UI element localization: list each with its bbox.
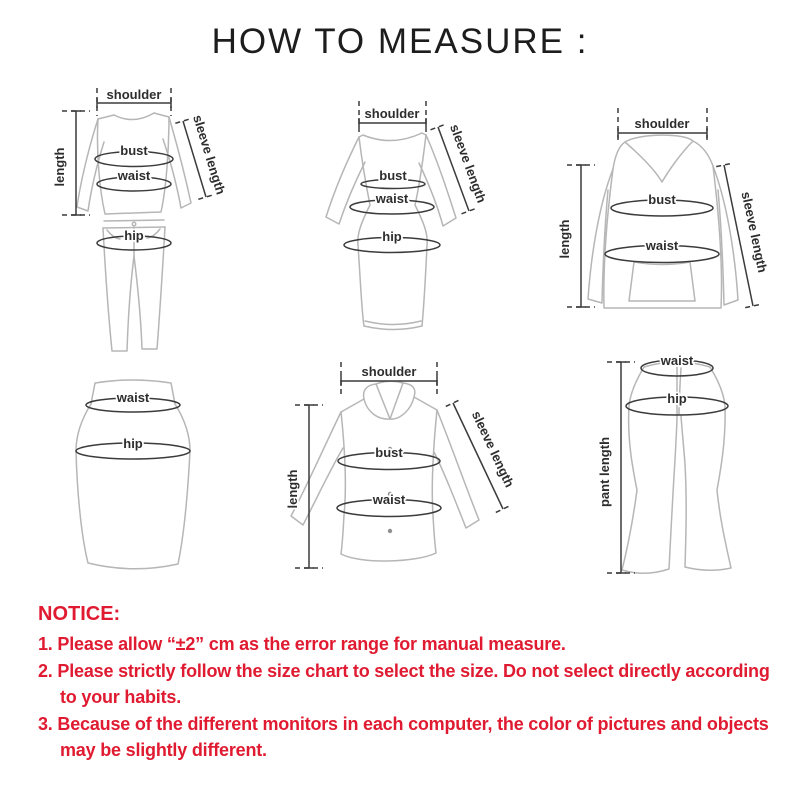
waist-label: waist: [645, 238, 679, 253]
waist-label: waist: [117, 168, 151, 183]
top-and-pants-measure-marks: [52, 87, 229, 250]
bust-label: bust: [648, 192, 676, 207]
bust-label: bust: [120, 143, 148, 158]
notice-heading: NOTICE:: [38, 603, 121, 625]
waist-label: waist: [660, 353, 694, 368]
notice-item-2: 2. Please strictly follow the size chart to select the size. Do not select directly according to your habits.: [38, 661, 770, 707]
pant-length-label: pant length: [597, 436, 612, 508]
hoodie-measure-marks: [557, 108, 770, 308]
garment-dress-diagram: [295, 90, 515, 355]
skirt-measure-marks: [76, 390, 190, 459]
shoulder-label: shoulder: [361, 364, 417, 379]
sleeve-length-label: sleeve length: [468, 408, 518, 490]
garment-top-and-pants-diagram: [50, 80, 260, 365]
shirt-measure-marks: [285, 362, 517, 568]
waist-label: waist: [372, 492, 406, 507]
page-title: HOW TO MEASURE :: [211, 22, 589, 61]
bust-label: bust: [379, 168, 407, 183]
sleeve-length-label: sleeve length: [190, 113, 229, 197]
bust-label: bust: [375, 445, 403, 460]
pants-measure-marks: [597, 353, 728, 573]
hip-label: hip: [667, 391, 687, 406]
notice-item-3: 3. Because of the different monitors in each computer, the color of pictures and objects may be slightly different.: [38, 714, 769, 760]
hip-label: hip: [123, 436, 143, 451]
sleeve-length-label: sleeve length: [738, 190, 771, 274]
hoodie-outline: [588, 135, 738, 308]
shirt-outline: [291, 381, 479, 561]
waist-label: waist: [116, 390, 150, 405]
sleeve-length-label: sleeve length: [447, 122, 490, 205]
dress-measure-marks: [344, 101, 489, 253]
length-label: length: [52, 147, 67, 187]
garment-shirt-diagram: [265, 350, 535, 590]
hip-label: hip: [382, 229, 402, 244]
shoulder-label: shoulder: [106, 87, 162, 102]
garment-flared-pants-diagram: [565, 340, 785, 600]
garment-skirt-diagram: [45, 360, 255, 595]
shoulder-label: shoulder: [634, 116, 690, 131]
length-label: length: [285, 469, 300, 509]
length-label: length: [557, 219, 572, 259]
notice-section: [38, 603, 783, 764]
shoulder-label: shoulder: [364, 106, 420, 121]
waist-label: waist: [375, 191, 409, 206]
garment-hoodie-diagram: [545, 95, 785, 335]
notice-item-1: 1. Please allow “±2” cm as the error range for manual measure.: [38, 634, 566, 654]
hip-label: hip: [124, 228, 144, 243]
